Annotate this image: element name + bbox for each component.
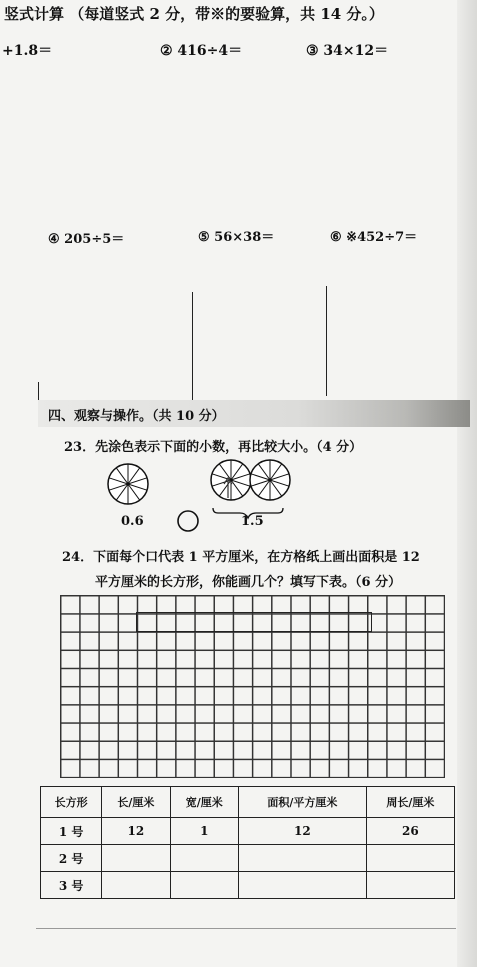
section-4-title: 四、观察与操作。（共 10 分） bbox=[48, 409, 225, 424]
bottom-rule bbox=[36, 928, 456, 929]
row-label: 3 号 bbox=[41, 872, 102, 899]
value-1-5: 1.5 bbox=[241, 514, 264, 529]
area-cell[interactable] bbox=[238, 845, 366, 872]
problem-6: ⑥ ※452÷7＝ bbox=[330, 230, 418, 245]
decimal-diagram bbox=[100, 456, 310, 546]
header-cell: 长/厘米 bbox=[102, 787, 170, 818]
value-0-6: 0.6 bbox=[121, 514, 144, 529]
table-row bbox=[41, 818, 455, 845]
question-24-line-1: 24．下面每个口代表 1 平方厘米，在方格纸上画出面积是 12 bbox=[62, 550, 420, 565]
header-cell: 宽/厘米 bbox=[170, 787, 238, 818]
width-cell[interactable] bbox=[170, 845, 238, 872]
length-cell[interactable] bbox=[102, 872, 170, 899]
left-margin-line bbox=[38, 382, 39, 402]
section-title: 竖式计算 （每道竖式 2 分，带※的要验算，共 14 分。） bbox=[4, 5, 384, 23]
compare-circle bbox=[178, 511, 198, 531]
area-cell[interactable]: 12 bbox=[238, 818, 366, 845]
row-label: 2 号 bbox=[41, 845, 102, 872]
length-cell[interactable]: 12 bbox=[102, 818, 170, 845]
drawn-rectangle bbox=[136, 612, 372, 632]
problem-4: ④ 205÷5＝ bbox=[48, 232, 125, 247]
length-cell[interactable] bbox=[102, 845, 170, 872]
page-edge-shadow bbox=[457, 0, 477, 967]
problem-2: ② 416÷4＝ bbox=[160, 43, 243, 59]
verify-divider-1 bbox=[192, 292, 193, 402]
perimeter-cell[interactable] bbox=[366, 872, 454, 899]
width-cell[interactable]: 1 bbox=[170, 818, 238, 845]
question-23: 23．先涂色表示下面的小数，再比较大小。（4 分） bbox=[64, 440, 363, 455]
width-cell[interactable] bbox=[170, 872, 238, 899]
table-row bbox=[41, 872, 455, 899]
problem-1: +1.8＝ bbox=[2, 43, 53, 59]
problem-3: ③ 34×12＝ bbox=[306, 43, 389, 59]
header-cell: 周长/厘米 bbox=[366, 787, 454, 818]
header-cell: 长方形 bbox=[41, 787, 102, 818]
row-label: 1 号 bbox=[41, 818, 102, 845]
problem-5: ⑤ 56×38＝ bbox=[198, 230, 275, 245]
verify-divider-2 bbox=[326, 286, 327, 396]
question-24-line-2: 平方厘米的长方形，你能画几个？填写下表。（6 分） bbox=[95, 575, 402, 590]
table-row bbox=[41, 845, 455, 872]
perimeter-cell[interactable] bbox=[366, 845, 454, 872]
area-cell[interactable] bbox=[238, 872, 366, 899]
answer-table bbox=[40, 786, 455, 899]
header-cell: 面积/平方厘米 bbox=[238, 787, 366, 818]
perimeter-cell[interactable]: 26 bbox=[366, 818, 454, 845]
